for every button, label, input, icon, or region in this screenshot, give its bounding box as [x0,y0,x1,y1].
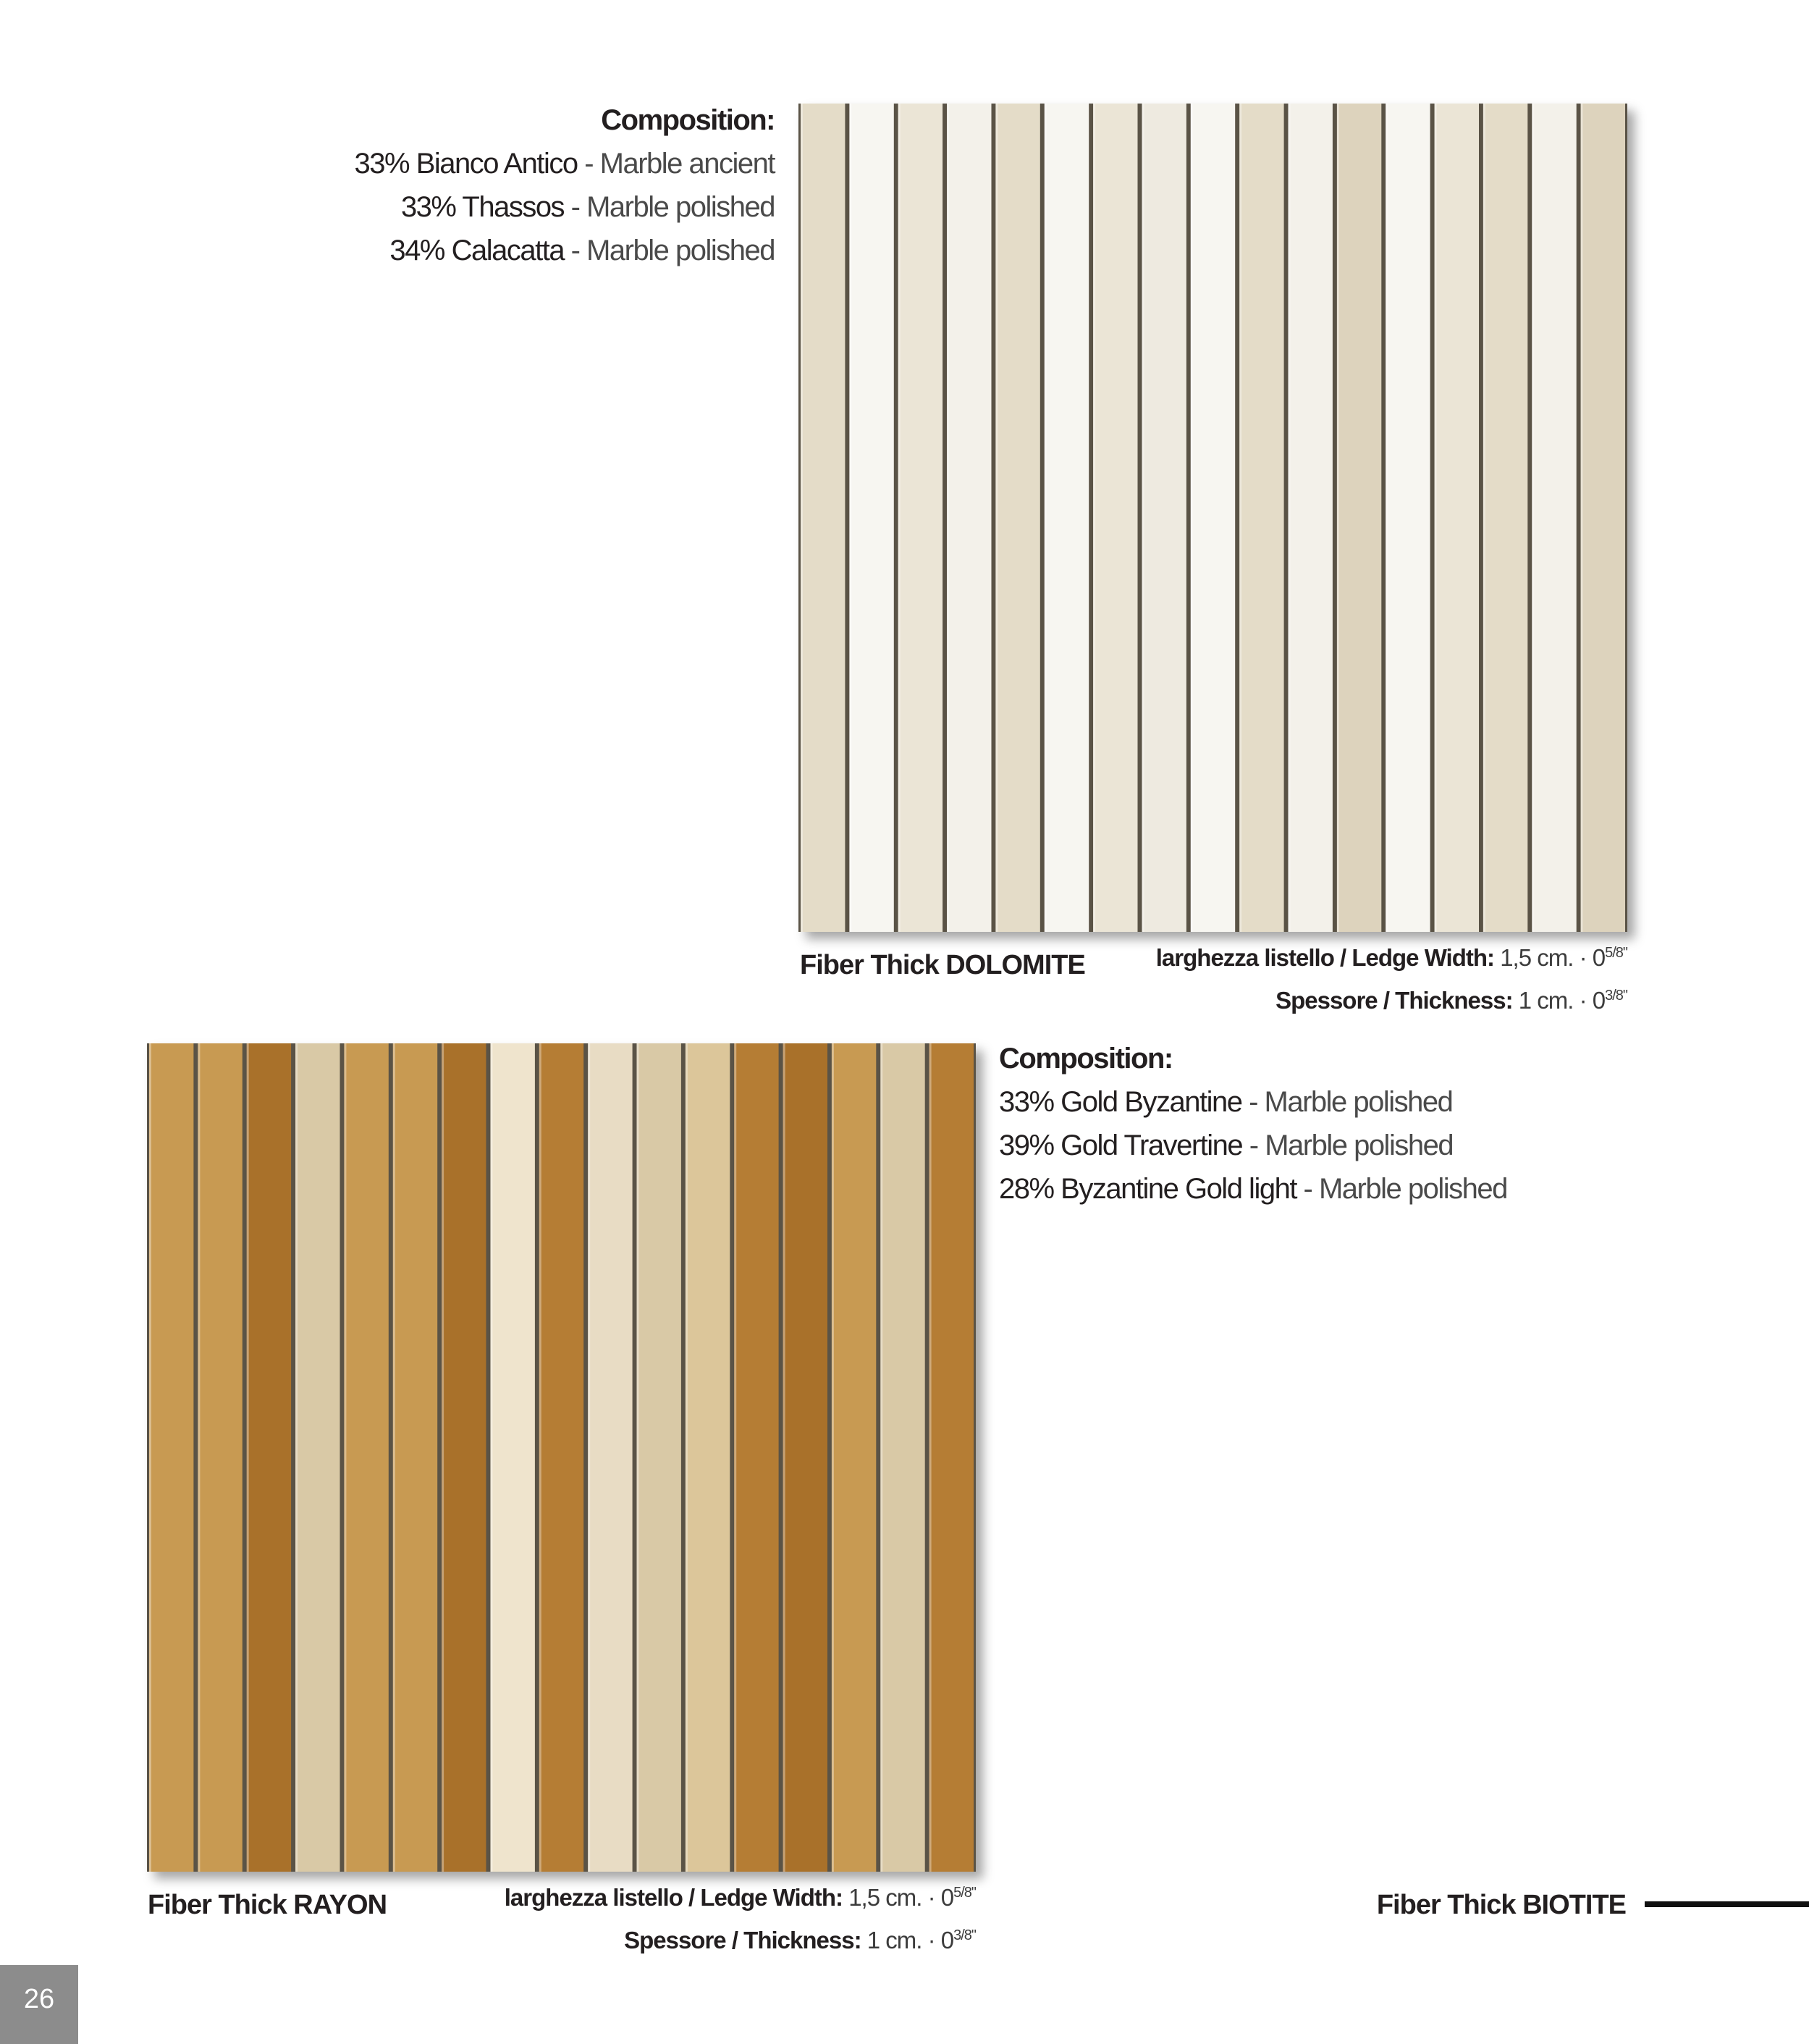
stone-strip [247,1043,291,1872]
stone-strip [783,1043,827,1872]
stone-strip [1289,104,1333,932]
stone-strip [832,1043,876,1872]
composition-title: Composition: [999,1043,1173,1074]
ledge-width: larghezza listello / Ledge Width: 1,5 cm. · $0^{5/8"}$ [1155,944,1627,971]
stone-strip [442,1043,486,1872]
stone-strip [686,1043,730,1872]
strip-highlight [995,104,998,932]
dolomite-tile-image [798,104,1627,932]
strip-highlight [247,1043,249,1872]
strip-highlight [295,1043,298,1872]
stone-strip [539,1043,583,1872]
stone-strip [1045,104,1089,932]
stone-strip [1386,104,1430,932]
strip-highlight [1435,104,1437,932]
strip-highlight [880,1043,882,1872]
strip-highlight [344,1043,346,1872]
strip-highlight [1483,104,1485,932]
strip-highlight [1386,104,1388,932]
strip-highlight [1581,104,1583,932]
composition-line: 33% Thassos - Marble polished [400,191,775,223]
stone-strip [1142,104,1186,932]
stone-strip [1093,104,1137,932]
composition-rayon [999,1037,1650,1211]
strip-highlight [1289,104,1291,932]
strip-highlight [149,1043,151,1872]
strip-highlight [1045,104,1047,932]
stone-strip [898,104,943,932]
stone-strip [198,1043,242,1872]
strip-highlight [1191,104,1193,932]
strip-highlight [849,104,851,932]
page-number: 26 [23,1984,55,2014]
stone-strip [588,1043,632,1872]
stone-strip [929,1043,974,1872]
stone-strip [734,1043,778,1872]
strip-highlight [929,1043,932,1872]
stone-strip [1337,104,1381,932]
strip-highlight [801,104,803,932]
thickness: Spessore / Thickness: 1 cm. · $0^{3/8"}$ [624,1927,976,1953]
stone-strip [1435,104,1479,932]
stone-strip [295,1043,340,1872]
section-rule [1645,1901,1809,1907]
composition-line: 39% Gold Travertine - Marble polished [999,1130,1454,1161]
strip-highlight [1142,104,1144,932]
strip-highlight [588,1043,590,1872]
strip-highlight [686,1043,688,1872]
composition-line: 33% Bianco Antico - Marble ancient [354,148,775,180]
composition-dolomite [290,98,775,272]
stone-strip [1239,104,1283,932]
stone-strip [801,104,845,932]
strip-highlight [1239,104,1241,932]
strip-highlight [1337,104,1339,932]
spec-rayon [434,1874,976,1959]
strip-highlight [947,104,949,932]
strip-highlight [1093,104,1095,932]
strip-highlight [783,1043,785,1872]
stone-strip [393,1043,437,1872]
strip-highlight [637,1043,639,1872]
composition-title: Composition: [601,104,775,136]
stone-strip [849,104,893,932]
stone-strip [1581,104,1625,932]
stone-strip [491,1043,535,1872]
ledge-width: larghezza listello / Ledge Width: 1,5 cm. · $0^{5/8"}$ [504,1884,976,1911]
strip-highlight [442,1043,444,1872]
stone-strip [1483,104,1527,932]
strip-highlight [898,104,901,932]
product-name-dolomite: Fiber Thick DOLOMITE [800,950,1085,980]
stone-strip [880,1043,924,1872]
stone-strip [637,1043,681,1872]
stone-strip [149,1043,193,1872]
composition-line: 33% Gold Byzantine - Marble polished [999,1086,1453,1118]
product-name-rayon: Fiber Thick RAYON [148,1890,387,1920]
rayon-tile-image [147,1043,976,1872]
strip-highlight [539,1043,541,1872]
strip-highlight [198,1043,200,1872]
next-product-label: Fiber Thick BIOTITE [1376,1890,1626,1920]
spec-dolomite [1086,934,1627,1019]
stone-strip [1532,104,1576,932]
strip-highlight [1532,104,1534,932]
strip-highlight [393,1043,395,1872]
strip-highlight [734,1043,736,1872]
stone-strip [344,1043,388,1872]
stone-strip [947,104,991,932]
thickness: Spessore / Thickness: 1 cm. · $0^{3/8"}$ [1275,987,1627,1014]
stone-strip [995,104,1040,932]
strip-highlight [832,1043,834,1872]
strip-highlight [491,1043,493,1872]
stone-strip [1191,104,1235,932]
composition-line: 28% Byzantine Gold light - Marble polished [999,1173,1507,1205]
composition-line: 34% Calacatta - Marble polished [389,235,775,266]
